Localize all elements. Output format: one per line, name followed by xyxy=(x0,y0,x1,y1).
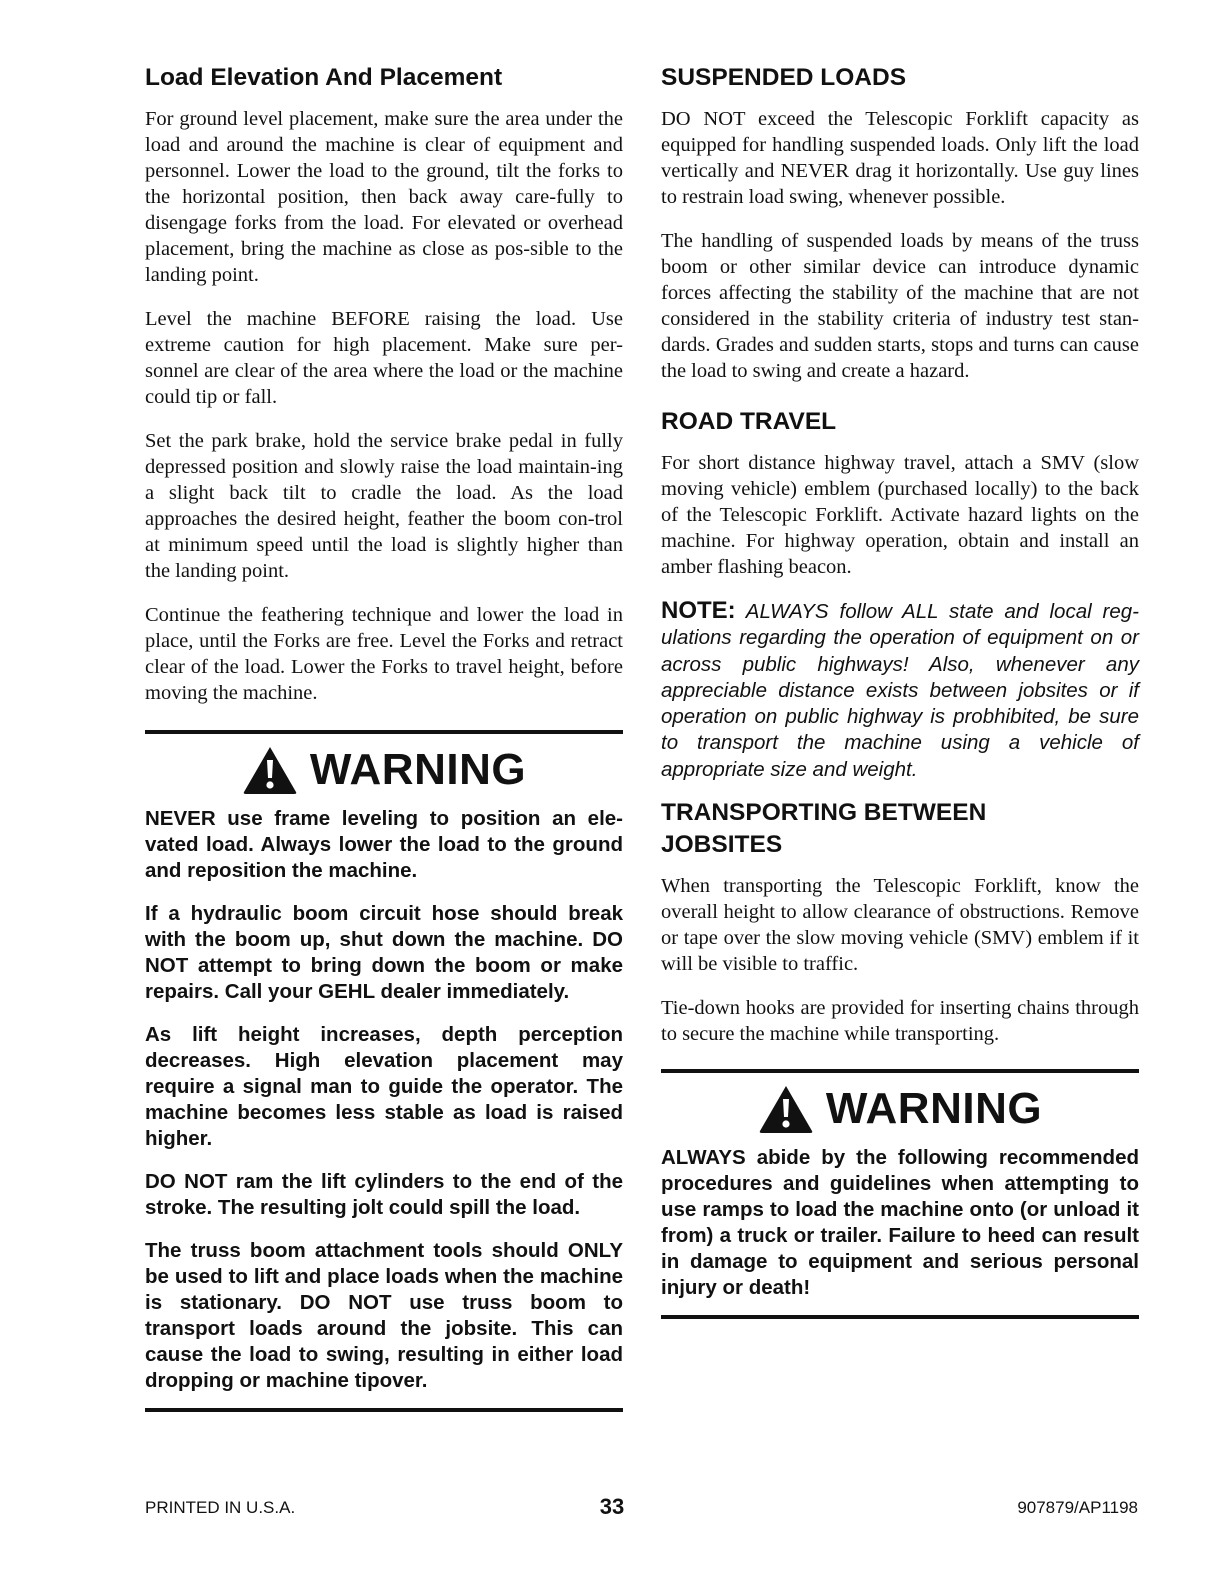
footer-document-code: 907879/AP1198 xyxy=(1017,1498,1138,1517)
footer-printed-in: PRINTED IN U.S.A. xyxy=(145,1498,296,1517)
warning-paragraph: DO NOT ram the lift cylinders to the end of the stroke. The resulting jolt could spill the load. xyxy=(145,1170,623,1219)
body-paragraph: Set the park brake, hold the service brake pedal in fully depressed position and slowly raise the load maintain-ing a slight back tilt to cradle the load. As the load approaches the desired height, feather the boom con-trol at minimum speed until the load is slightly higher than the landing point. xyxy=(145,430,623,582)
body-paragraph: For short distance highway travel, attach a SMV (slow moving vehicle) emblem (purchased locally) to the back of the Telescopic Forklift. Activate hazard lights on the machine. For highway operation, obtain and install an amber flashing beacon. xyxy=(661,452,1139,578)
page-number: 33 xyxy=(599,1494,625,1519)
right-column xyxy=(661,62,1139,1319)
note-paragraph xyxy=(661,598,1139,783)
warning-title: WARNING xyxy=(825,1084,1043,1134)
warning-paragraph: NEVER use frame leveling to position an ele-vated load. Always lower the load to the ground and reposition the machine. xyxy=(145,807,623,882)
body-paragraph: For ground level placement, make sure the area under the load and around the machine is clear of equipment and personnel. Lower the load to the ground, tilt the forks to the horizontal position, then back away care-fully to disengage forks from the load. For elevated or overhead placement, bring the machine as close as pos-sible to the landing point. xyxy=(145,108,623,286)
warning-header xyxy=(145,742,623,798)
left-column xyxy=(145,62,623,1412)
warning-paragraph: ALWAYS abide by the following recommended procedures and guidelines when attempting to use ramps to load the machine onto (or unload it from) a truck or trailer. Failure to heed can result in damage to equipment and serious personal injury or death! xyxy=(661,1146,1139,1300)
heading-line: JOBSITES xyxy=(661,831,783,859)
warning-title: WARNING xyxy=(309,745,527,794)
body-paragraph: Continue the feathering technique and lower the load in place, until the Forks are free. Level the Forks and retract clear of the load. Lower the Forks to travel height, before moving the machine. xyxy=(145,604,623,704)
body-paragraph: DO NOT exceed the Telescopic Forklift capacity as equipped for handling suspended loads. Only lift the load vertically and NEVER drag it horizontally. Use guy lines to restrain load swing, whenever possible. xyxy=(661,108,1139,208)
body-paragraph: When transporting the Telescopic Forklift, know the overall height to allow clearance of obstructions. Remove or tape over the slow moving vehicle (SMV) emblem if it will be visible to traffic. xyxy=(661,875,1139,976)
body-paragraph: The handling of suspended loads by means of the truss boom or other similar device can introduce dynamic forces affecting the stability of the machine that are not considered in the stability criteria of industry test stan-dards. Grades and sudden starts, stops and turns can cause the load to swing and create a hazard. xyxy=(661,230,1139,382)
warning-triangle-icon xyxy=(758,1084,814,1134)
section-heading-road-travel: ROAD TRAVEL xyxy=(661,408,837,435)
warning-box-ramps xyxy=(661,1069,1139,1319)
warning-paragraph: If a hydraulic boom circuit hose should break with the boom up, shut down the machine. DO NOT attempt to bring down the boom or make repairs. Call your GEHL dealer immediately. xyxy=(145,902,623,1003)
note-label: NOTE: xyxy=(661,597,736,624)
section-heading-suspended-loads: SUSPENDED LOADS xyxy=(661,64,907,91)
warning-triangle-icon xyxy=(242,745,298,795)
note-text: ALWAYS follow ALL state and local reg-ulations regarding the operation of equipment on or across public highways! Also, whenever any appreciable distance exists between jobsites or if operation on public highway is probhibited, be sure to transport the machine using a vehicle of appropriate size and weight. xyxy=(661,600,1139,781)
warning-paragraph: As lift height increases, depth perception decreases. High elevation placement may require a signal man to guide the operator. The machine becomes less stable as load is raised higher. xyxy=(145,1023,623,1150)
body-paragraph: Tie-down hooks are provided for inserting chains through to secure the machine while transporting. xyxy=(661,997,1139,1046)
section-heading-transporting xyxy=(661,797,1139,861)
heading-line: TRANSPORTING BETWEEN xyxy=(661,799,987,827)
warning-header xyxy=(661,1081,1139,1137)
warning-paragraph: The truss boom attachment tools should ONLY be used to lift and place loads when the machine is stationary. DO NOT use truss boom to transport loads around the jobsite. This can cause the load to swing, resulting in either load dropping or machine tipover. xyxy=(145,1239,623,1392)
section-heading-load-elevation: Load Elevation And Placement xyxy=(145,64,503,91)
body-paragraph: Level the machine BEFORE raising the load. Use extreme caution for high placement. Make sure per-sonnel are clear of the area where the load or the machine could tip or fall. xyxy=(145,308,623,408)
warning-box-load-elevation xyxy=(145,730,623,1412)
